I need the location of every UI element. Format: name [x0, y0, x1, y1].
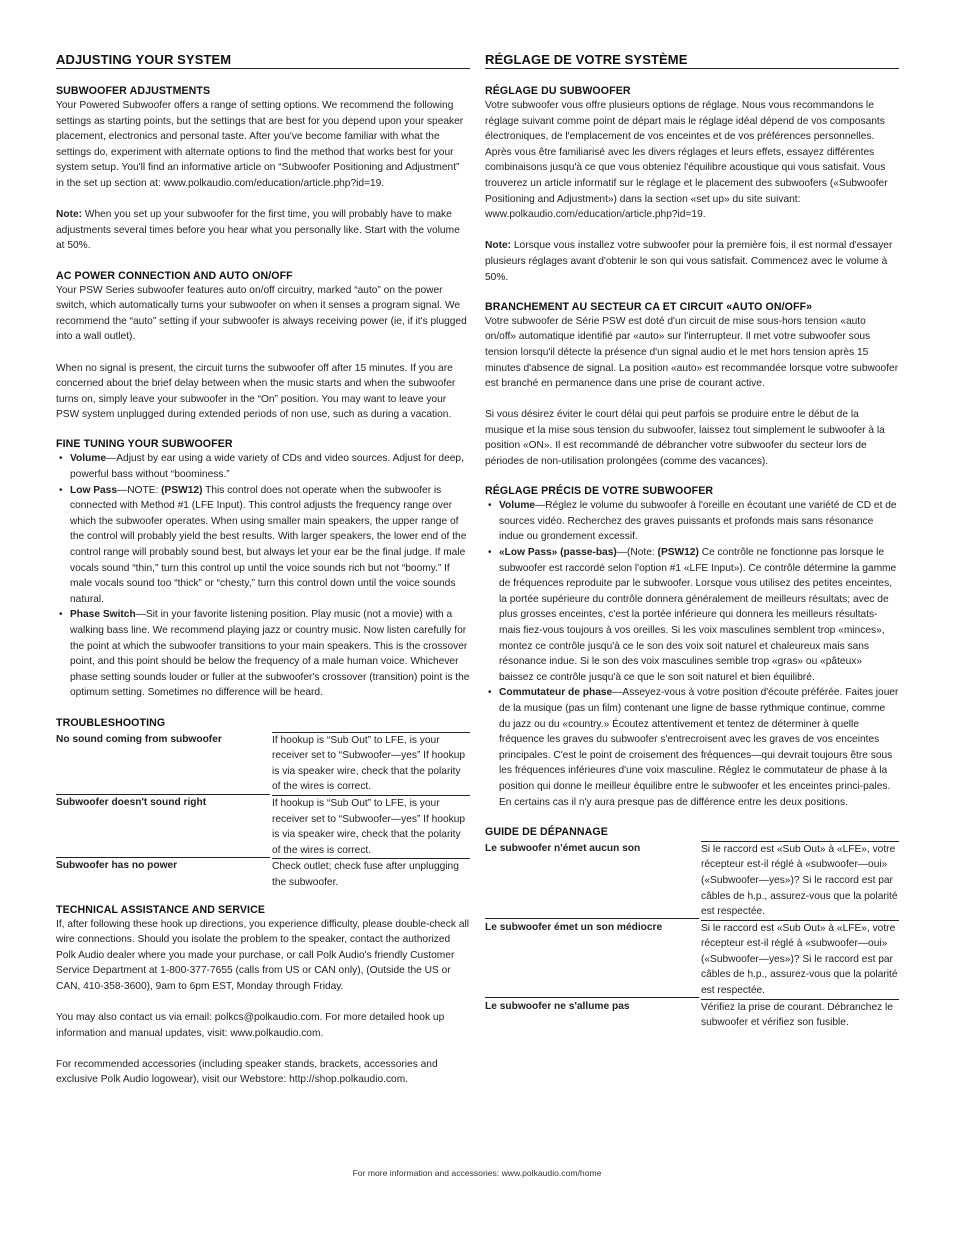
paragraph-technical-1: If, after following these hook up directions, you experience difficulty, please double-check all wire connections. Should you isolate the problem to the speaker, contact the authorized Polk Audio dealer where you made your purchase, or call Polk Audio's friendly Customer Service Department at 1-800-377-7655 (calls from US or CAN only), (Outside the US or CAN, 410-358-3600), 9am to 6pm EST, Monday through Friday. — [56, 918, 470, 992]
troubleshooting-solution: If hookup is “Sub Out” to LFE, is your receiver set to “Subwoofer—yes” If hookup is via speaker wire, check that the polarity of the wires is correct. — [272, 795, 470, 858]
heading-reglage-subwoofer: RÉGLAGE DU SUBWOOFER — [485, 85, 631, 97]
note-text: Lorsque vous installez votre subwoofer pour la première fois, il est normal d'essayer plusieurs réglages avant d'obtenir le son qui vous satisfait. Commencez avec le volume à 50%. — [485, 240, 893, 283]
item-text: This control does not operate when the subwoofer is connected with Method #1 (LFE Input). This control adjusts the frequency range over which the subwoofer operates. When using smaller main speakers, the upper range of the control will probably yield the best results. With larger speakers, the lower end of the control range will probably sound best, but always let your ear be the final judge. If male vocals sound “thin,” turn this control up until the voice sounds rich but not “boomy.” If male vocals sound too “thick” or “chesty,” turn this control down until the voice sounds natural. — [70, 484, 467, 605]
table-row — [485, 920, 899, 999]
item-text: —Sit in your favorite listening position. Play music (not a movie) with a walking bass line. We recommend playing jazz or country music. Now listen carefully for the point at which the subwoofer transitions to your main speakers. This is the crossover point, and this point should be below the frequency of a male human voice. Whichever phase setting sounds louder or fuller at the subwoofer's crossover (transition) point is the optimum setting. Sometimes no difference will be heard. — [70, 609, 470, 699]
heading-technical-assistance: TECHNICAL ASSISTANCE AND SERVICE — [56, 903, 266, 916]
item-text: —Réglez le volume du subwoofer à l'oreille en écoutant une variété de CD et de sources vidéo. Recherchez des graves puissants et profonds mais sans résonance indue ou grondement excessif. — [499, 500, 897, 543]
item-label: Volume — [499, 500, 536, 512]
table-row — [56, 732, 470, 795]
list-item — [485, 545, 899, 685]
troubleshooting-solution: Si le raccord est «Sub Out» à «LFE», votre récepteur est-il réglé à «subwoofer—oui» («Subwoofer—yes»)? Si le raccord est par câbles de h.p., assurez-vous que la polarité est respectée. — [701, 920, 899, 999]
section-title-reglage: RÉGLAGE DE VOTRE SYSTÈME — [485, 52, 899, 69]
list-item — [485, 685, 899, 810]
paragraph-ac-power-2: When no signal is present, the circuit turns the subwoofer off after 15 minutes. If you are concerned about the brief delay between when the music starts and when the subwoofer turns on, simply leave your subwoofer in the “On” position. You may want to leave your PSW system unplugged during extended periods of non use, such as during a vacation. — [56, 362, 456, 421]
heading-fine-tuning: FINE TUNING YOUR SUBWOOFER — [56, 438, 233, 451]
paragraph-technical-2: You may also contact us via email: polkcs@polkaudio.com. For more detailed hook up information and manual updates, visit: www.polkaudio.com. — [56, 1012, 445, 1039]
item-text: Ce contrôle ne fonctionne pas lorsque le subwoofer est raccordé selon l'option #1 «LFE Input»). Ce contrôle détermine la gamme de fréquences reproduite par le subwoofer. Lorsque vous utilisez des petites enceintes, la portée supérieure du contrôle donnera généralement de meilleurs résultats; avec de plus grosses enceintes, c'est la portée inférieure qui donnera les meilleurs résultats-mais fiez-vous toujours à vos oreilles. Si les voix masculines semblent trop «minces», montez ce contrôle jusqu'à ce le son des voix soit naturel et chaleureux mais sans résonance indue. Si le son des voix masculines semble trop «gras» ou «pâteux» baissez ce contrôle jusqu'à ce que le son soit naturel et bien équilibré. — [499, 547, 897, 683]
item-model: (PSW12) — [161, 484, 203, 496]
paragraph-ac-power-1: Your PSW Series subwoofer features auto on/off circuitry, marked “auto” on the power switch, which automatically turns your subwoofer on when it senses a program signal. We recommend the “auto” setting if your subwoofer is always receiving power (ie, if it's plugged into a wall outlet). — [56, 284, 467, 343]
paragraph-branchement-2: Si vous désirez éviter le court délai qui peut parfois se produire entre le début de la musique et la mise sous tension du subwoofer, laissez tout simplement le subwoofer à la position «ON». Il est recommandé de débrancher votre subwoofer du secteur lors de périodes de non-utilisation prolongées (comme des vacances). — [485, 409, 885, 468]
item-label: Phase Switch — [70, 609, 136, 621]
list-item — [56, 607, 470, 701]
paragraph-reglage-subwoofer: Votre subwoofer vous offre plusieurs options de réglage. Nous vous recommandons le réglage suivant comme point de départ mais le réglage idéal dépend de vos composants électroniques, de l'emplacement de vos enceintes et de vos préférences personnelles. Après vous être familiarisé avec les divers réglages et leurs effets, essayez différentes combinaisons jusqu'à ce que vous obteniez l'équilibre acoustique qui vous satisfait. Vous trouverez un article informatif sur le réglage et le placement des subwoofers («Subwoofer Positioning and Adjustment») dans la section «set up» du site suivant: www.polkaudio.com/education/article.php?id=19. — [485, 100, 888, 221]
heading-subwoofer-adjustments: SUBWOOFER ADJUSTMENTS — [56, 85, 211, 97]
troubleshooting-problem: Subwoofer has no power — [56, 860, 178, 872]
item-label: Low Pass — [70, 484, 117, 496]
list-item — [56, 451, 470, 482]
paragraph-subwoofer-adjustments: Your Powered Subwoofer offers a range of setting options. We recommend the following settings as starting points, but the settings that are best for you depend upon your speaker placement, electronics and personal taste. After you've become familiar with what the settings do, experiment with alternate options to find the method that works best for your system setup. You'll find an informative article on “Subwoofer Positioning and Adjustment” in the set up section at: www.polkaudio.com/education/article.php?id=19. — [56, 100, 464, 189]
item-text: —Adjust by ear using a wide variety of CDs and video sources. Adjust for deep, powerful bass without “boominess.” — [70, 453, 464, 481]
troubleshooting-solution: Si le raccord est «Sub Out» à «LFE», votre récepteur est-il réglé à «subwoofer—oui» («Subwoofer—yes»)? Si le raccord est par câbles de h.p., assurez-vous que la polarité est respectée. — [701, 841, 899, 920]
french-column — [485, 52, 899, 1031]
heading-reglage-precis: RÉGLAGE PRÉCIS DE VOTRE SUBWOOFER — [485, 485, 714, 498]
item-label: «Low Pass» (passe-bas) — [499, 547, 617, 559]
fine-tuning-list — [56, 451, 470, 701]
item-model: (PSW12) — [657, 547, 699, 559]
item-note-prefix: —(Note: — [616, 547, 658, 559]
troubleshooting-problem: Le subwoofer n'émet aucun son — [485, 841, 699, 919]
table-row — [485, 841, 899, 920]
table-row — [56, 858, 470, 890]
troubleshooting-problem: Le subwoofer ne s'allume pas — [485, 1000, 630, 1012]
page-footer: For more information and accessories: www.polkaudio.com/home — [352, 1168, 602, 1178]
troubleshooting-problem: Subwoofer doesn't sound right — [56, 795, 270, 858]
item-label: Commutateur de phase — [499, 687, 613, 699]
paragraph-note — [485, 238, 899, 285]
troubleshooting-problem: Le subwoofer émet un son médiocre — [485, 920, 699, 998]
list-item — [485, 498, 899, 545]
heading-ac-power: AC POWER CONNECTION AND AUTO ON/OFF — [56, 269, 293, 282]
troubleshooting-solution: Vérifiez la prise de courant. Débranchez le subwoofer et vérifiez son fusible. — [701, 999, 899, 1031]
list-item — [56, 483, 470, 608]
table-row — [56, 795, 470, 858]
heading-guide-depannage: GUIDE DE DÉPANNAGE — [485, 825, 608, 838]
item-label: Volume — [70, 453, 107, 465]
heading-branchement: BRANCHEMENT AU SECTEUR CA ET CIRCUIT «AUTO ON/OFF» — [485, 300, 813, 313]
troubleshooting-solution: Check outlet; check fuse after unplugging the subwoofer. — [272, 858, 470, 890]
troubleshooting-solution: If hookup is “Sub Out” to LFE, is your receiver set to “Subwoofer—yes” If hookup is via speaker wire, check that the polarity of the wires is correct. — [272, 732, 470, 795]
english-column — [56, 52, 470, 1088]
heading-troubleshooting: TROUBLESHOOTING — [56, 716, 166, 729]
troubleshooting-problem: No sound coming from subwoofer — [56, 732, 270, 795]
section-title-adjusting: ADJUSTING YOUR SYSTEM — [56, 52, 470, 69]
item-note-prefix: —NOTE: — [117, 484, 162, 496]
note-label: Note: — [485, 240, 512, 252]
item-text: —Asseyez-vous à votre position d'écoute préférée. Faites jouer de la musique (pas un film) contenant une ligne de basse rythmique continue, comme du jazz ou du «country.» Écoutez attentivement et tentez de déterminer à quelle fréquence les graves du subwoofer s'entrecroisent avec les graves de vos enceintes principales. C'est le point de croisement des fréquences—qui devrait toujours être sous les fréquences inférieures d'une voix masculine. Réglez le commutateur de phase à la position qui donne le meilleur équilibre entre le subwoofer et les enceintes princi-pales. En certains cas il n'y aura presque pas de différence entre les deux positions. — [499, 687, 899, 808]
note-label: Note: — [56, 209, 83, 221]
paragraph-technical-3: For recommended accessories (including speaker stands, brackets, accessories and exclusive Polk Audio logowear), visit our Webstore: http://shop.polkaudio.com. — [56, 1058, 438, 1086]
table-row — [485, 999, 899, 1031]
paragraph-branchement-1: Votre subwoofer de Série PSW est doté d'un circuit de mise sous-hors tension «auto on/off» automatique identifié par «auto» sur l'interrupteur. Il met votre subwoofer sous tension lorsqu'il détecte la présence d'un signal audio et le met hors tension après 15 minutes d'absence de signal. La position «auto» est recommandée lorsque votre subwoofer est branché en permanence dans une prise de courant active. — [485, 315, 899, 390]
paragraph-note — [56, 207, 470, 254]
note-text: When you set up your subwoofer for the first time, you will probably have to make adjustments several times before you hear what you personally like. Start with the volume at 50%. — [56, 209, 460, 252]
reglage-precis-list — [485, 498, 899, 810]
